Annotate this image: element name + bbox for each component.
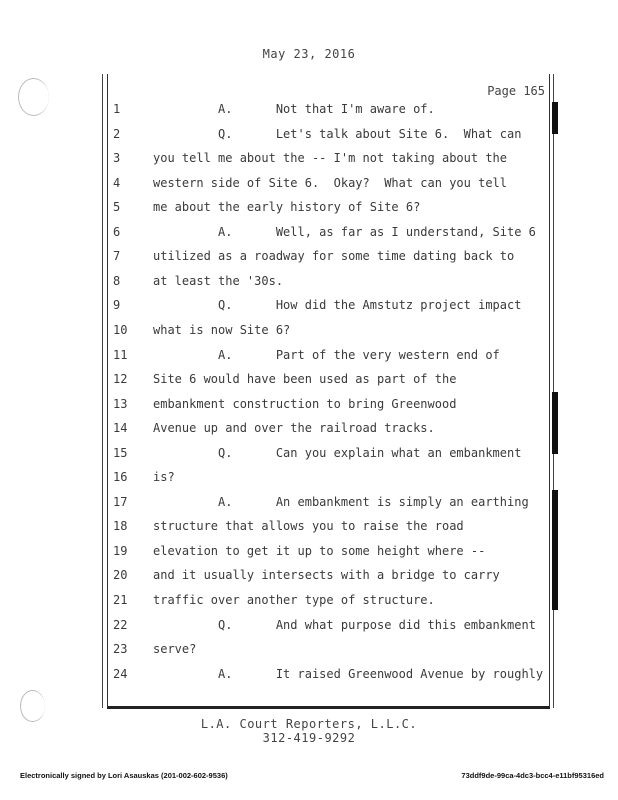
electronic-signature: Electronically signed by Lori Asauskas (201-002-602-9536) — [20, 771, 228, 780]
line-text: A. It raised Greenwood Avenue by roughly — [153, 666, 544, 681]
line-number: 17 — [113, 494, 128, 509]
line-text: and it usually intersects with a bridge to carry — [153, 568, 500, 583]
transcript-line — [0, 274, 618, 298]
line-text: Q. And what purpose did this embankment — [153, 617, 536, 632]
line-number: 7 — [113, 249, 121, 264]
line-text: me about the early history of Site 6? — [153, 200, 421, 215]
reporter-phone: 312-419-9292 — [262, 731, 356, 745]
line-number: 19 — [113, 543, 128, 558]
document-hash: 73ddf9de-99ca-4dc3-bcc4-e11bf95316ed — [461, 771, 604, 780]
transcript-line — [0, 470, 618, 494]
line-number: 20 — [113, 568, 128, 583]
line-number: 5 — [113, 200, 121, 215]
transcript-line — [0, 372, 618, 396]
transcript-line — [0, 421, 618, 445]
line-text: Site 6 would have been used as part of the — [153, 372, 457, 387]
line-number: 4 — [113, 175, 121, 190]
transcript-line — [0, 200, 618, 224]
line-number: 6 — [113, 224, 121, 239]
transcript-line — [0, 225, 618, 249]
line-text: what is now Site 6? — [153, 322, 291, 337]
line-number: 18 — [113, 519, 128, 534]
line-number: 16 — [113, 470, 128, 485]
line-number: 22 — [113, 617, 128, 632]
transcript-line — [0, 446, 618, 470]
transcript-line — [0, 642, 618, 666]
line-text: A. Well, as far as I understand, Site 6 — [153, 224, 536, 239]
line-number: 9 — [113, 298, 121, 313]
line-number: 1 — [113, 102, 121, 116]
line-text: western side of Site 6. Okay? What can you tell — [153, 175, 508, 190]
line-number: 12 — [113, 372, 128, 387]
transcript-line — [0, 348, 618, 372]
line-text: is? — [153, 470, 175, 485]
page-number: Page 165 — [487, 84, 545, 98]
transcript-line — [0, 397, 618, 421]
line-number: 24 — [113, 666, 128, 681]
transcript-line — [0, 593, 618, 617]
transcript-line — [0, 176, 618, 200]
transcript-line — [0, 519, 618, 543]
line-number: 10 — [113, 322, 128, 337]
line-number: 11 — [113, 347, 128, 362]
line-number: 21 — [113, 593, 128, 607]
line-text: A. An embankment is simply an earthing — [153, 494, 529, 509]
line-text: embankment construction to bring Greenwood — [153, 396, 457, 411]
transcript-line — [0, 323, 618, 347]
line-text: Q. Can you explain what an embankment — [153, 445, 522, 460]
reporter-company: L.A. Court Reporters, L.L.C. — [200, 717, 418, 731]
transcript-line — [0, 618, 618, 642]
line-text: structure that allows you to raise the road — [153, 519, 464, 534]
transcript-line — [0, 127, 618, 151]
transcript-line — [0, 151, 618, 175]
transcript-line — [0, 298, 618, 322]
line-text: you tell me about the -- I'm not taking about the — [153, 151, 508, 166]
transcript-line — [0, 544, 618, 568]
transcript-date: May 23, 2016 — [262, 47, 356, 61]
transcript-line — [0, 102, 618, 126]
line-number: 2 — [113, 126, 121, 141]
line-text: A. Not that I'm aware of. — [153, 102, 435, 116]
line-number: 23 — [113, 642, 128, 657]
line-text: Avenue up and over the railroad tracks. — [153, 421, 435, 436]
line-number: 13 — [113, 396, 128, 411]
line-text: elevation to get it up to some height where -- — [153, 543, 486, 558]
line-number: 3 — [113, 151, 121, 166]
line-text: Q. How did the Amstutz project impact — [153, 298, 522, 313]
transcript-line — [0, 568, 618, 592]
transcript-line — [0, 667, 618, 691]
line-number: 14 — [113, 421, 128, 436]
line-text: serve? — [153, 642, 197, 657]
transcript-line — [0, 249, 618, 273]
transcript-line — [0, 495, 618, 519]
line-text: at least the '30s. — [153, 273, 284, 288]
line-text: A. Part of the very western end of — [153, 347, 500, 362]
line-number: 8 — [113, 273, 121, 288]
line-text: Q. Let's talk about Site 6. What can — [153, 126, 522, 141]
line-number: 15 — [113, 445, 128, 460]
line-text: traffic over another type of structure. — [153, 593, 435, 607]
line-text: utilized as a roadway for some time dating back to — [153, 249, 515, 264]
